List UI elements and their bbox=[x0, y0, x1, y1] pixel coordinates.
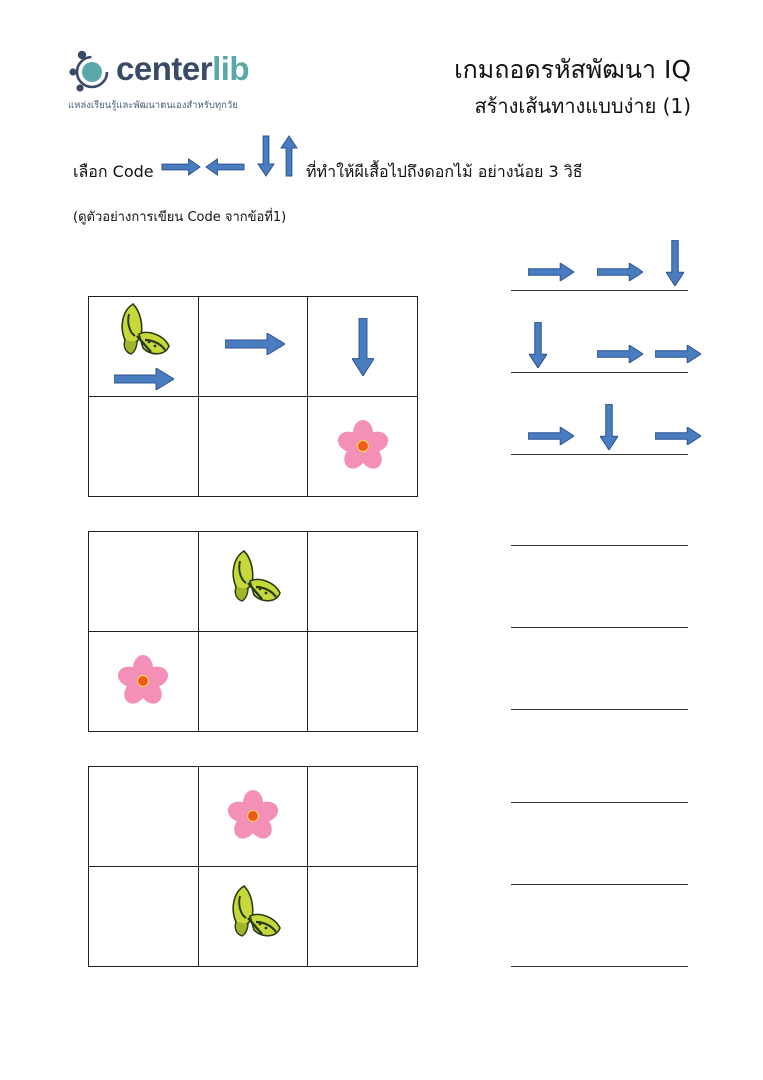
puzzle-grid-3 bbox=[88, 766, 418, 967]
flower-icon bbox=[335, 418, 391, 474]
arrow-down-icon bbox=[600, 404, 618, 450]
page-subtitle: สร้างเส้นทางแบบง่าย (1) bbox=[474, 94, 691, 118]
grid-line bbox=[88, 966, 418, 967]
arrow-down-icon bbox=[666, 240, 684, 286]
instruction-arrow-legend bbox=[160, 132, 304, 180]
grid-cell-r1-c1 bbox=[88, 531, 198, 631]
grid-cell-r2-c3 bbox=[308, 396, 418, 496]
grid-cell-r2-c1 bbox=[88, 866, 198, 966]
answer-line-p1-1[interactable] bbox=[511, 290, 688, 291]
grid-cell-r2-c3 bbox=[308, 866, 418, 966]
logo-molecule-icon bbox=[68, 48, 114, 94]
arrow-down-icon bbox=[529, 322, 547, 368]
legend-arrow-left bbox=[206, 159, 244, 175]
instruction-note: (ดูตัวอย่างการเขียน Code จากข้อที่1) bbox=[73, 210, 287, 225]
answer-line-p3-3[interactable] bbox=[511, 966, 688, 967]
centerlib-logo bbox=[68, 46, 298, 116]
answer-line-p2-2[interactable] bbox=[511, 627, 688, 628]
arrow-right-icon bbox=[597, 263, 643, 281]
instruction-text: ที่ทำให้ผีเสื้อไปถึงดอกไม้ อย่างน้อย 3 วิธี bbox=[306, 162, 583, 181]
legend-arrow-up bbox=[281, 136, 297, 176]
answer-line-p3-1[interactable] bbox=[511, 802, 688, 803]
arrow-down-icon bbox=[352, 318, 374, 376]
puzzle-grid-2 bbox=[88, 531, 418, 732]
arrow-right-icon bbox=[528, 263, 574, 281]
answer-line-p1-2[interactable] bbox=[511, 372, 688, 373]
grid-cell-r1-c1 bbox=[88, 766, 198, 866]
grid-line bbox=[88, 731, 418, 732]
arrow-right-icon bbox=[655, 427, 701, 445]
butterfly-icon bbox=[226, 547, 284, 609]
grid-cell-r2-c2 bbox=[198, 866, 308, 966]
grid-cell-r1-c3 bbox=[308, 296, 418, 396]
legend-arrow-down bbox=[258, 136, 274, 176]
arrow-right-icon bbox=[528, 427, 574, 445]
grid-cell-r1-c1 bbox=[88, 296, 198, 396]
arrow-right-icon bbox=[655, 345, 701, 363]
butterfly-icon bbox=[115, 300, 173, 362]
answer-line-p1-3[interactable] bbox=[511, 454, 688, 455]
flower-icon bbox=[115, 653, 171, 709]
grid-cell-r2-c2 bbox=[198, 396, 308, 496]
logo-wordmark: centerlib bbox=[116, 50, 250, 87]
grid-cell-r1-c3 bbox=[308, 531, 418, 631]
arrow-right-icon bbox=[225, 333, 285, 355]
instruction-prefix: เลือก Code bbox=[73, 162, 154, 181]
grid-cell-r2-c1 bbox=[88, 631, 198, 731]
logo-tagline: แหล่งเรียนรู้และพัฒนาตนเองสำหรับทุกวัย bbox=[68, 100, 238, 111]
grid-cell-r1-c3 bbox=[308, 766, 418, 866]
puzzle-grid-1 bbox=[88, 296, 418, 497]
grid-cell-r1-c2 bbox=[198, 296, 308, 396]
answer-line-p3-2[interactable] bbox=[511, 884, 688, 885]
butterfly-icon bbox=[226, 882, 284, 944]
answer-line-p2-3[interactable] bbox=[511, 709, 688, 710]
flower-icon bbox=[225, 788, 281, 844]
grid-cell-r2-c1 bbox=[88, 396, 198, 496]
grid-line bbox=[88, 496, 418, 497]
grid-cell-r1-c2 bbox=[198, 766, 308, 866]
arrow-right-icon bbox=[114, 368, 174, 390]
grid-cell-r2-c2 bbox=[198, 631, 308, 731]
grid-cell-r1-c2 bbox=[198, 531, 308, 631]
answer-line-p2-1[interactable] bbox=[511, 545, 688, 546]
arrow-right-icon bbox=[597, 345, 643, 363]
legend-arrow-right bbox=[162, 159, 200, 175]
grid-cell-r2-c3 bbox=[308, 631, 418, 731]
page-title: เกมถอดรหัสพัฒนา IQ bbox=[454, 55, 691, 84]
